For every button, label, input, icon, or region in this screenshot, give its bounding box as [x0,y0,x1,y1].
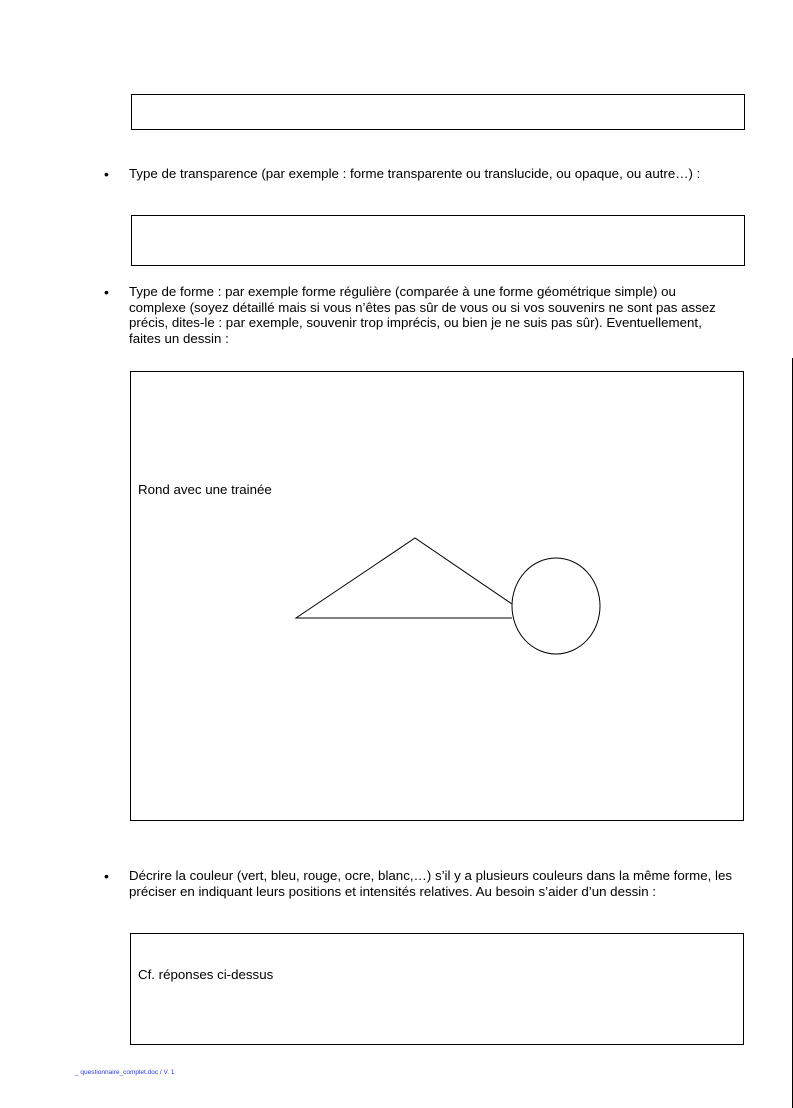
trail-triangle [296,538,512,618]
question-couleur [129,868,732,899]
bullet-transparence: • [104,166,109,182]
footer-filename: _ questionnaire_complet.doc / V. 1 [75,1069,175,1076]
question-forme-line: complexe (soyez détaillé mais si vous n’êtes pas sûr de vous ou si vos souvenirs ne sont pas assez [129,299,716,315]
question-couleur-line: préciser en indiquant leurs positions et intensités relatives. Au besoin s’aider d’un dessin : [129,883,657,899]
bullet-forme: • [104,284,109,300]
round-shape [512,558,600,654]
question-forme-line: Type de forme : par exemple forme régulière (comparée à une forme géométrique simple) ou [129,284,676,299]
question-couleur-line: Décrire la couleur (vert, bleu, rouge, ocre, blanc,…) s’il y a plusieurs couleurs dans la même forme, les [129,868,733,883]
bullet-couleur: • [104,868,109,884]
answer-forme: Rond avec une trainée [138,482,272,497]
answer-couleur: Cf. réponses ci-dessus [138,967,274,982]
question-forme-line: précis, dites-le : par exemple, souvenir trop imprécis, ou bien je ne suis pas sûr). Eventuellement, [129,315,702,331]
answer-box-couleur[interactable] [130,933,744,1045]
question-forme-line: faites un dessin : [129,330,229,346]
question-transparence-text: Type de transparence (par exemple : forme transparente ou translucide, ou opaque, ou autre…) : [129,166,701,181]
